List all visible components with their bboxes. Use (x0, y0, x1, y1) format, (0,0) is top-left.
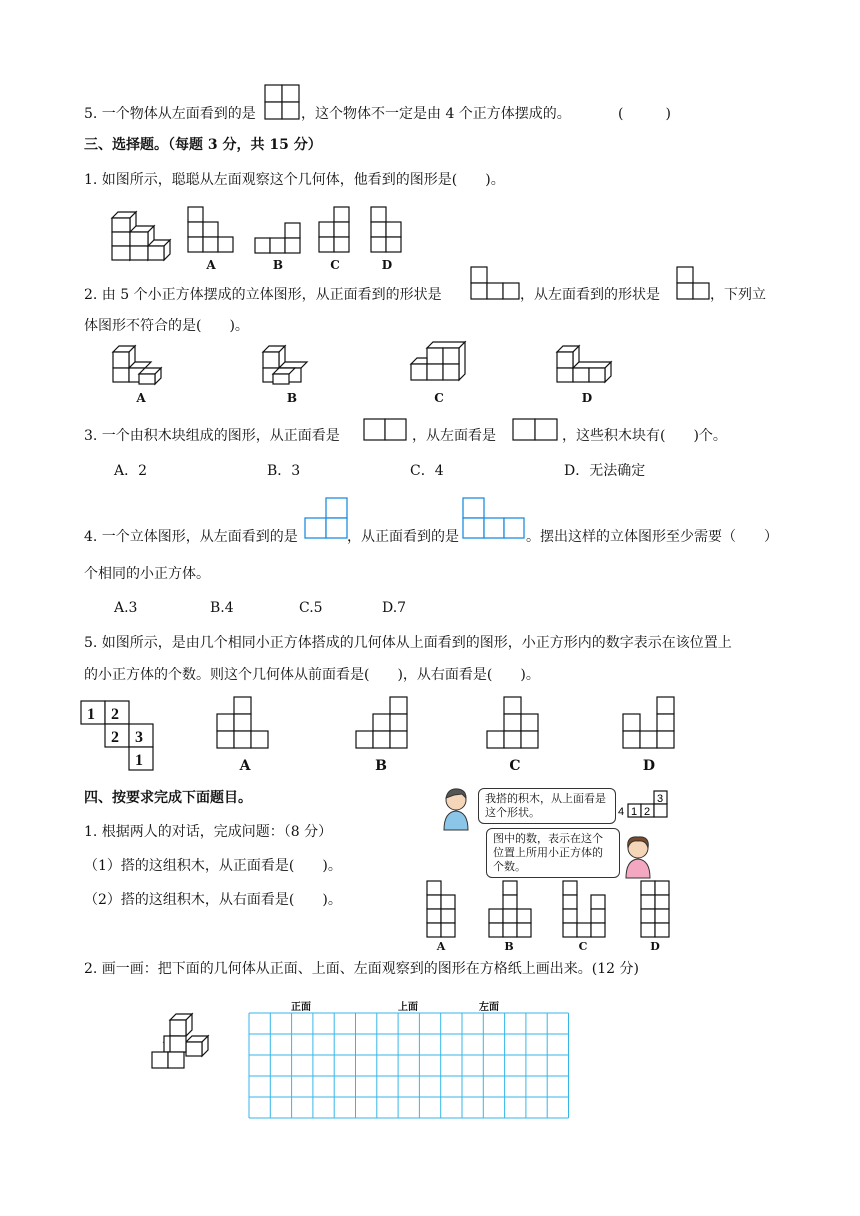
judge-q5-suffix: ，这个物体不一定是由 4 个正方体摆成的。 (301, 106, 571, 122)
p1-option-a-figure (426, 880, 456, 938)
girl-avatar (616, 834, 660, 880)
judge-q5-prefix: 5. 一个物体从左面看到的是 (84, 106, 256, 122)
q5-option-a-figure (216, 696, 272, 752)
q4-option-c[interactable]: C.5 (299, 600, 323, 616)
choice-q3-text-b: ，从左面看是 (412, 428, 496, 444)
choice-q5-text-line1: 5. 如图所示，是由几个相同小正方体搭成的几何体从上面看到的图形，小正方形内的数字表示在该位置上 (84, 635, 732, 651)
q2-option-b-label[interactable]: B (286, 391, 298, 405)
q5-option-d-label[interactable]: D (642, 758, 656, 774)
q5-grid-number: 1 (135, 752, 143, 769)
q1-option-d-figure (370, 206, 404, 254)
choice-q1-text: 1. 如图所示，聪聪从左面观察这个几何体，他看到的图形是( )。 (84, 172, 505, 188)
judge-q5-answer-paren[interactable]: ( ) (618, 106, 671, 122)
choice-q3-text-c: ，这些积木块有( )个。 (562, 428, 727, 444)
q1-option-a-figure (187, 206, 235, 254)
q5-grid-number: 1 (87, 706, 95, 723)
girl-speech-bubble: 图中的数，表示在这个位置上所用小正方体的个数。 (486, 828, 620, 878)
q1-option-b-label[interactable]: B (272, 258, 284, 272)
q5-option-b-label[interactable]: B (375, 758, 387, 774)
choice-q4-text-b: ，从正面看到的是 (347, 529, 459, 545)
p1-option-c-label[interactable]: C (578, 940, 588, 953)
q1-option-b-figure (254, 222, 302, 254)
grid-label-top: 上面 (398, 1002, 418, 1013)
q3-left-view-shape (512, 418, 558, 442)
q3-front-view-shape (363, 418, 407, 442)
q4-left-view-shape (304, 497, 348, 541)
p1-option-d-figure (640, 880, 670, 938)
choice-q3-text-a: 3. 一个由积木块组成的图形，从正面看是 (84, 428, 340, 444)
q2-option-b-figure (262, 340, 322, 386)
shape-2x2-icon (264, 84, 300, 120)
q5-option-c-figure (486, 696, 542, 752)
q5-option-a-label[interactable]: A (239, 758, 251, 774)
choice-q4-text-c: 。摆出这样的立体图形至少需要（ ） (526, 529, 778, 545)
q5-top-view-number-grid (80, 700, 156, 772)
q5-option-b-figure (355, 696, 411, 752)
p1-option-d-label[interactable]: D (650, 940, 660, 953)
q2-option-c-label[interactable]: C (434, 391, 444, 405)
q3-option-b[interactable]: B．3 (267, 463, 301, 479)
top-view-number: 3 (657, 793, 664, 805)
p1-option-c-figure (562, 880, 606, 938)
q2-front-view-shape (470, 266, 520, 302)
q3-option-c[interactable]: C．4 (410, 463, 444, 479)
section-4-title: 四、按要求完成下面题目。 (84, 790, 252, 806)
q1-option-a-label[interactable]: A (206, 258, 216, 272)
choice-q2-text-b: ，从左面看到的形状是 (520, 287, 660, 303)
q2-option-d-figure (556, 340, 616, 386)
q5-option-d-figure (622, 696, 678, 752)
choice-q4-text-a: 4. 一个立体图形，从左面看到的是 (84, 529, 298, 545)
q3-option-d[interactable]: D．无法确定 (564, 463, 646, 479)
choice-q2-text-a: 2. 由 5 个小正方体摆成的立体图形，从正面看到的形状是 (84, 287, 442, 303)
q1-option-c-figure (318, 206, 352, 254)
q1-option-d-label[interactable]: D (381, 258, 393, 272)
p1-option-a-label[interactable]: A (436, 940, 446, 953)
q2-option-a-label[interactable]: A (136, 391, 146, 405)
drawing-grid-paper[interactable] (248, 1012, 570, 1120)
choice-q5-text-line2: 的小正方体的个数。则这个几何体从前面看是( )，从右面看是( )。 (84, 667, 540, 683)
p1-option-b-figure (488, 880, 532, 938)
boy-speech-bubble: 我搭的积木，从上面看是这个形状。 (478, 788, 616, 824)
grid-label-left: 左面 (479, 1002, 499, 1013)
p2-3d-figure (150, 1012, 212, 1070)
problem-2-text: 2. 画一画：把下面的几何体从正面、上面、左面观察到的图形在方格纸上画出来。(12 分) (84, 961, 639, 977)
top-view-number-grid (616, 790, 670, 820)
q2-option-a-figure (112, 340, 172, 386)
q3-option-a[interactable]: A．2 (114, 463, 148, 479)
q2-option-c-figure (410, 340, 470, 386)
q5-option-c-label[interactable]: C (509, 758, 521, 774)
q5-grid-number: 2 (111, 729, 119, 746)
q5-grid-number: 2 (111, 706, 119, 723)
q2-option-d-label[interactable]: D (581, 391, 593, 405)
grid-label-front: 正面 (291, 1002, 311, 1013)
choice-q2-text-c: ，下列立 (710, 287, 766, 303)
top-view-number: 1 (631, 806, 638, 818)
q1-option-c-label[interactable]: C (330, 258, 340, 272)
q4-option-d[interactable]: D.7 (382, 600, 407, 616)
p1-option-b-label[interactable]: B (504, 940, 514, 953)
boy-avatar (436, 786, 476, 832)
problem-1-question-1: （1）搭的这组积木，从正面看是( )。 (84, 858, 342, 874)
top-view-number: 2 (644, 806, 651, 818)
q4-front-view-shape (462, 497, 526, 541)
q1-3d-figure (110, 204, 170, 258)
section-3-title: 三、选择题。（每题 3 分，共 15 分） (84, 137, 322, 153)
q4-option-b[interactable]: B.4 (210, 600, 234, 616)
problem-1-text: 1. 根据两人的对话，完成问题：（8 分） (84, 824, 333, 840)
q4-option-a[interactable]: A.3 (114, 600, 138, 616)
choice-q2-text-line2: 体图形不符合的是( )。 (84, 318, 249, 334)
choice-q4-text-line2: 个相同的小正方体。 (84, 566, 210, 582)
problem-1-question-2: （2）搭的这组积木，从右面看是( )。 (84, 892, 342, 908)
top-view-number: 4 (618, 806, 625, 818)
q5-grid-number: 3 (135, 729, 143, 746)
q2-left-view-shape (676, 266, 712, 302)
